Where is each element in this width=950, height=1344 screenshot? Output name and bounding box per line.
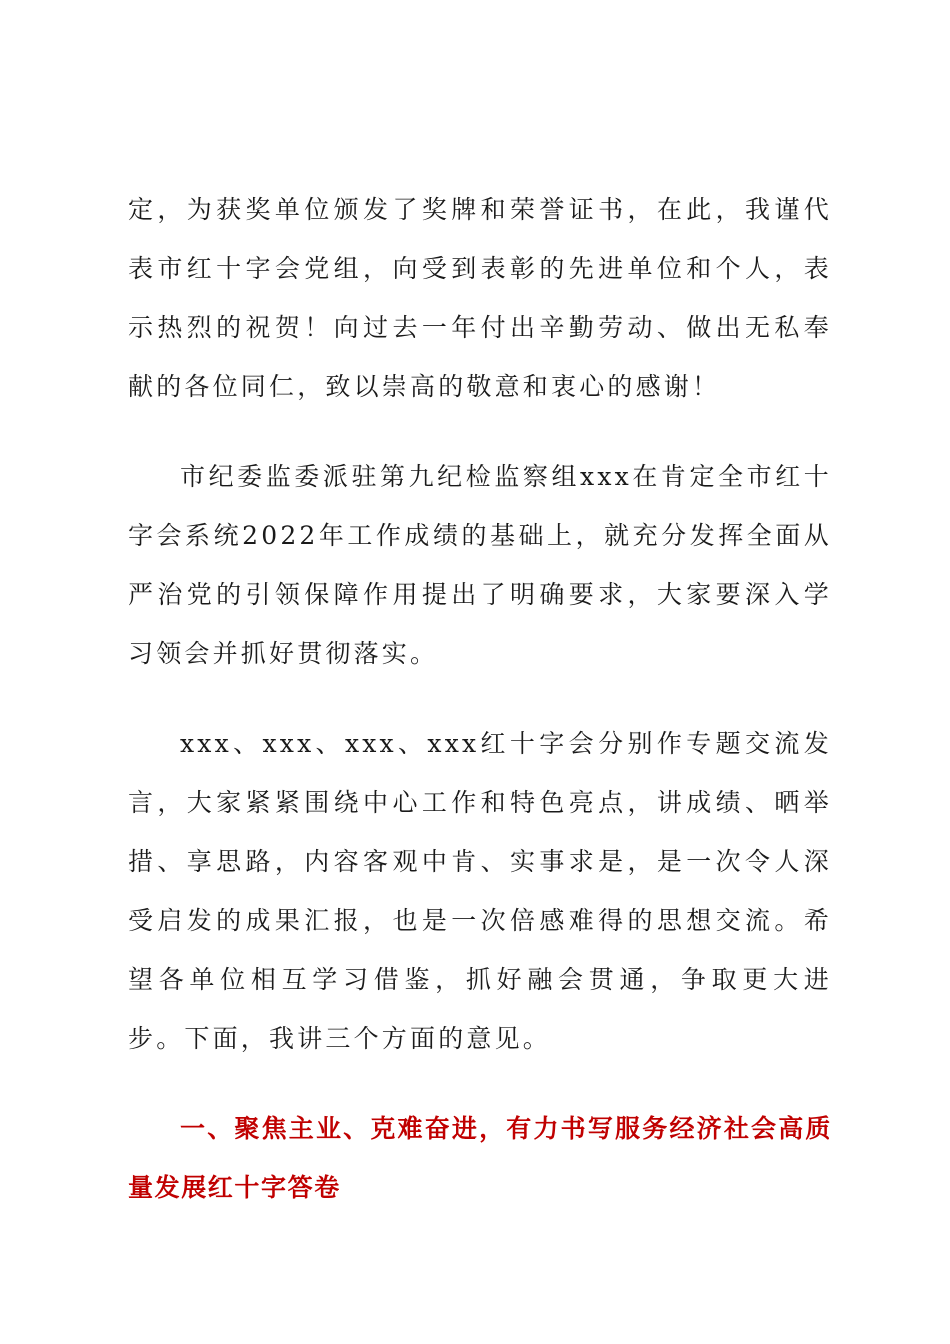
paragraph-discipline-inspection: 市纪委监委派驻第九纪检监察组xxx在肯定全市红十字会系统2022年工作成绩的基础上，就充分发挥全面从严治党的引领保障作用提出了明确要求，大家要深入学习领会并抓好贯彻落实。 [128, 462, 832, 668]
paragraph-spacer [128, 416, 832, 447]
paragraph-spacer [128, 1068, 832, 1099]
paragraph-continuation: 定，为获奖单位颁发了奖牌和荣誉证书，在此，我谨代表市红十字会党组，向受到表彰的先进单位和个人，表示热烈的祝贺！向过去一年付出辛勤劳动、做出无私奉献的各位同仁，致以崇高的敬意和衷心的感谢！ [128, 195, 832, 401]
document-body [128, 180, 832, 1217]
paragraph-spacer [128, 683, 832, 714]
paragraph-exchange-speeches: xxx、xxx、xxx、xxx红十字会分别作专题交流发言，大家紧紧围绕中心工作和特色亮点，讲成绩、晒举措、享思路，内容客观中肯、实事求是，是一次令人深受启发的成果汇报，也是一次倍感难得的思想交流。希望各单位相互学习借鉴，抓好融会贯通，争取更大进步。下面，我讲三个方面的意见。 [128, 729, 832, 1053]
section-heading: 一、聚焦主业、克难奋进，有力书写服务经济社会高质量发展红十字答卷 [128, 1114, 832, 1202]
